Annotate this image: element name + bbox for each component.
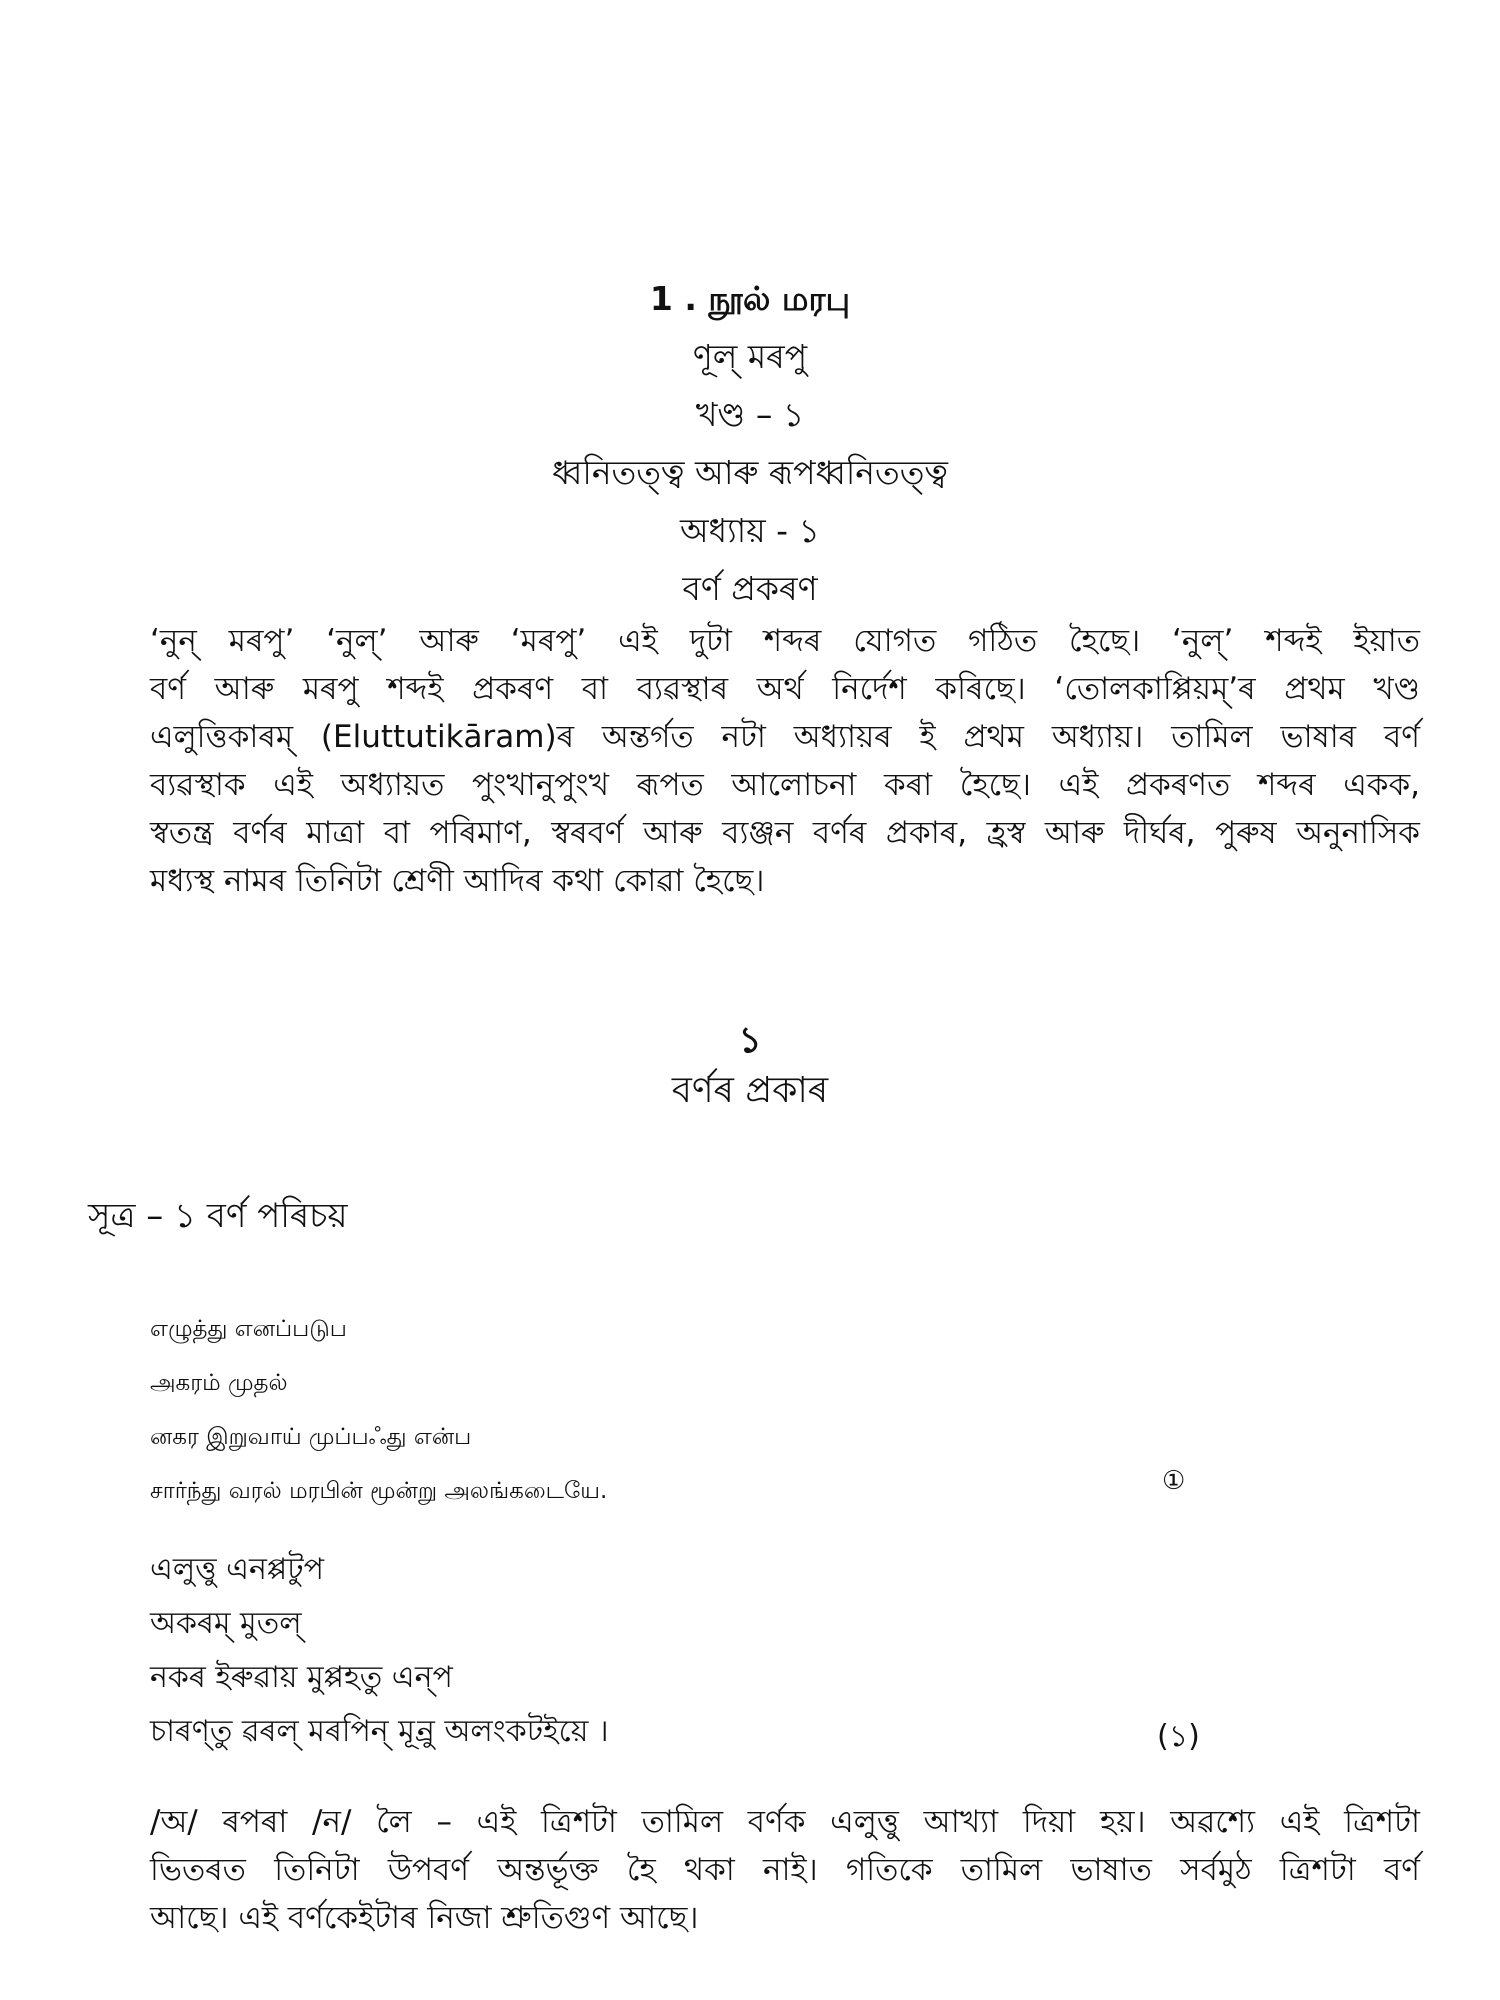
verse-line: অকৰম্ মুতল্ bbox=[150, 1606, 302, 1641]
subject-title: ধ্বনিতত্ত্ব আৰু ৰূপধ্বনিতত্ত্ব bbox=[552, 453, 948, 492]
section-title: বৰ্ণৰ প্ৰকাৰ bbox=[671, 1070, 829, 1111]
intro-line: ব্যৱস্থাক এই অধ্যায়ত পুংখানুপুংখ ৰূপত আলোচনা কৰা হৈছে। এই প্ৰকৰণত শব্দৰ একক, bbox=[150, 767, 1420, 803]
verse-line: னகர இறுவாய் முப்பஃது என்ப bbox=[150, 1424, 472, 1450]
chapter-title: বৰ্ণ প্ৰকৰণ bbox=[682, 569, 818, 608]
verse-line: চাৰণ্তু ৱৰল্ মৰপিন্ মূন্ৰু অলংকটইয়ে । bbox=[150, 1714, 609, 1749]
transliterated-verse-number: (১) bbox=[1157, 1719, 1200, 1754]
book-title: ণূল্ মৰপু bbox=[692, 337, 808, 376]
intro-paragraph bbox=[150, 617, 1420, 905]
intro-line: বৰ্ণ আৰু মৰপু শব্দই প্ৰকৰণ বা ব্যৱস্থাৰ অৰ্থ নিৰ্দেশ কৰিছে। ‘তোলকাপ্পিয়ম্’ৰ প্ৰথম খণ্ড bbox=[150, 671, 1420, 707]
verse-line: எழுத்து எனப்படுப bbox=[150, 1316, 347, 1342]
section-number: ১ bbox=[738, 1020, 762, 1061]
closing-line: আছে। এই বৰ্ণকেইটাৰ নিজা শ্ৰুতিগুণ আছে। bbox=[150, 1900, 699, 1936]
intro-line: স্বতন্ত্ৰ বৰ্ণৰ মাত্ৰা বা পৰিমাণ, স্বৰবৰ্ণ আৰু ব্যঞ্জন বৰ্ণৰ প্ৰকাৰ, হ্ৰস্ব আৰু দীৰ্ঘৰ, পুৰুষ অনুনাসিক bbox=[150, 815, 1420, 851]
chapter-heading bbox=[0, 270, 1500, 618]
intro-line: এলুত্তিকাৰম্ (Eluttutikāram)ৰ অন্তৰ্গত নটা অধ্যায়ৰ ই প্ৰথম অধ্যায়। তামিল ভাষাৰ বৰ্ণ bbox=[150, 719, 1420, 755]
tamil-verse bbox=[150, 1302, 607, 1518]
verse-line: சார்ந்து வரல் மரபின் மூன்று அலங்கடையே. bbox=[150, 1478, 608, 1504]
verse-line: নকৰ ইৰুৱায় মুপ্পহতু এন্প bbox=[150, 1660, 453, 1695]
chapter-label: অধ্যায় - ১ bbox=[680, 511, 820, 550]
intro-line: মধ্যস্থ নামৰ তিনিটা শ্ৰেণী আদিৰ কথা কোৱা হৈছে। bbox=[150, 863, 765, 899]
tamil-title: 1 . நூல் மரபு bbox=[649, 279, 851, 318]
sutra-heading: সূত্ৰ – ১ বৰ্ণ পৰিচয় bbox=[88, 1196, 348, 1236]
transliterated-verse bbox=[150, 1543, 609, 1759]
verse-line: அகரம் முதல் bbox=[150, 1370, 288, 1396]
part-label: খণ্ড – ১ bbox=[695, 395, 805, 434]
intro-line: ‘নুন্ মৰপু’ ‘নুল্’ আৰু ‘মৰপু’ এই দুটা শব্দৰ যোগত গঠিত হৈছে। ‘নুল্’ শব্দই ইয়াত bbox=[150, 623, 1420, 659]
tamil-verse-number: ① bbox=[1162, 1466, 1186, 1496]
closing-line: ভিতৰত তিনিটা উপবৰ্ণ অন্তৰ্ভূক্ত হৈ থকা নাই। গতিকে তামিল ভাষাত সৰ্বমুঠ ত্ৰিশটা বৰ্ণ bbox=[150, 1852, 1420, 1888]
closing-paragraph bbox=[150, 1798, 1420, 1942]
closing-line: /অ/ ৰপৰা /ন/ লৈ – এই ত্ৰিশটা তামিল বৰ্ণক এলুত্তু আখ্যা দিয়া হয়। অৱশ্যে এই ত্ৰিশটা bbox=[150, 1804, 1420, 1840]
verse-line: এলুত্তু এনপ্পটুপ bbox=[150, 1552, 324, 1587]
